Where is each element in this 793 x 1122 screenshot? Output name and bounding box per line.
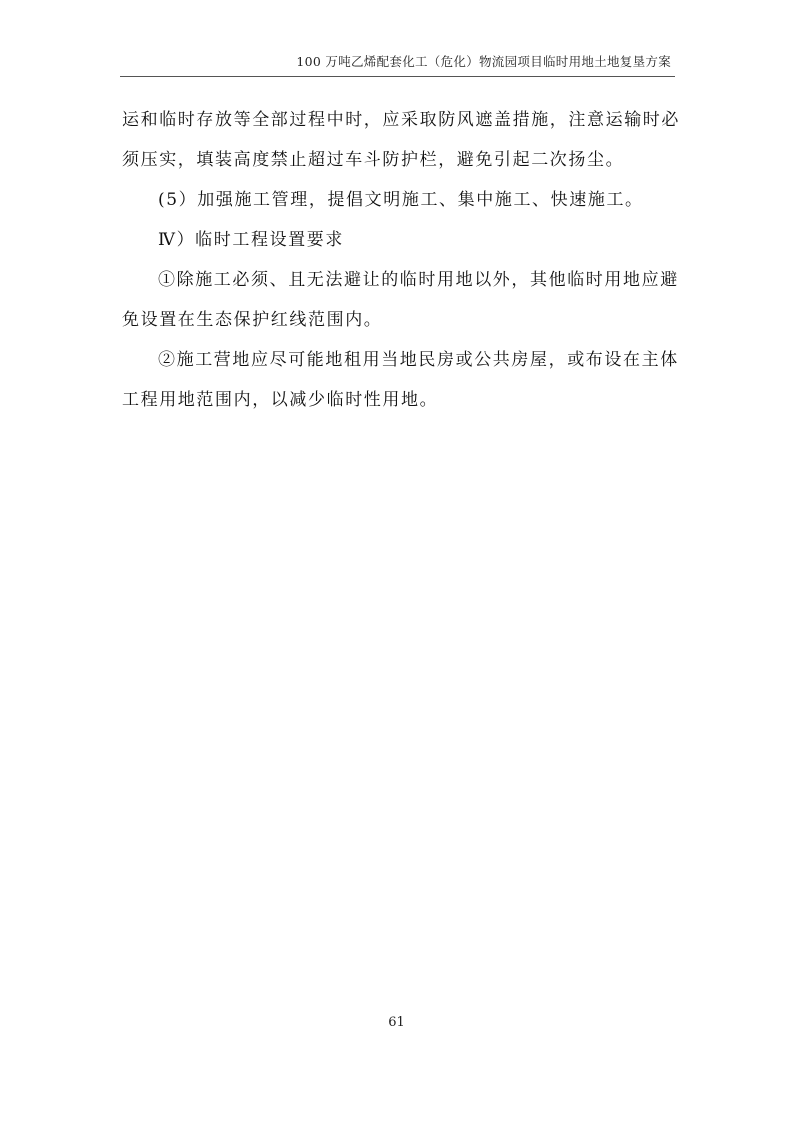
page-number: 61 xyxy=(388,1015,405,1030)
paragraph-line: 须压实，填装高度禁止超过车斗防护栏，避免引起二次扬尘。 xyxy=(122,150,625,170)
section-heading: Ⅳ）临时工程设置要求 xyxy=(158,230,344,250)
header-divider xyxy=(120,76,675,77)
running-header: 100 万吨乙烯配套化工（危化）物流园项目临时用地土地复垦方案 xyxy=(296,54,671,69)
paragraph-line: 工程用地范围内，以减少临时性用地。 xyxy=(122,390,439,410)
paragraph-red-line-avoidance xyxy=(122,260,678,340)
paragraph-dust-control xyxy=(122,100,678,180)
section-heading-temporary-works xyxy=(122,220,678,260)
paragraph-line: ①除施工必须、且无法避让的临时用地以外，其他临时用地应避 xyxy=(158,270,679,290)
paragraph-line: 免设置在生态保护红线范围内。 xyxy=(122,310,383,330)
paragraph-construction-management xyxy=(122,180,678,220)
paragraph-construction-camp xyxy=(122,340,678,420)
paragraph-line: ②施工营地应尽可能地租用当地民房或公共房屋，或布设在主体 xyxy=(158,350,679,370)
paragraph-line: 运和临时存放等全部过程中时，应采取防风遮盖措施，注意运输时必 xyxy=(122,110,680,130)
paragraph-line: (5）加强施工管理，提倡文明施工、集中施工、快速施工。 xyxy=(158,190,644,210)
document-body xyxy=(122,100,678,420)
